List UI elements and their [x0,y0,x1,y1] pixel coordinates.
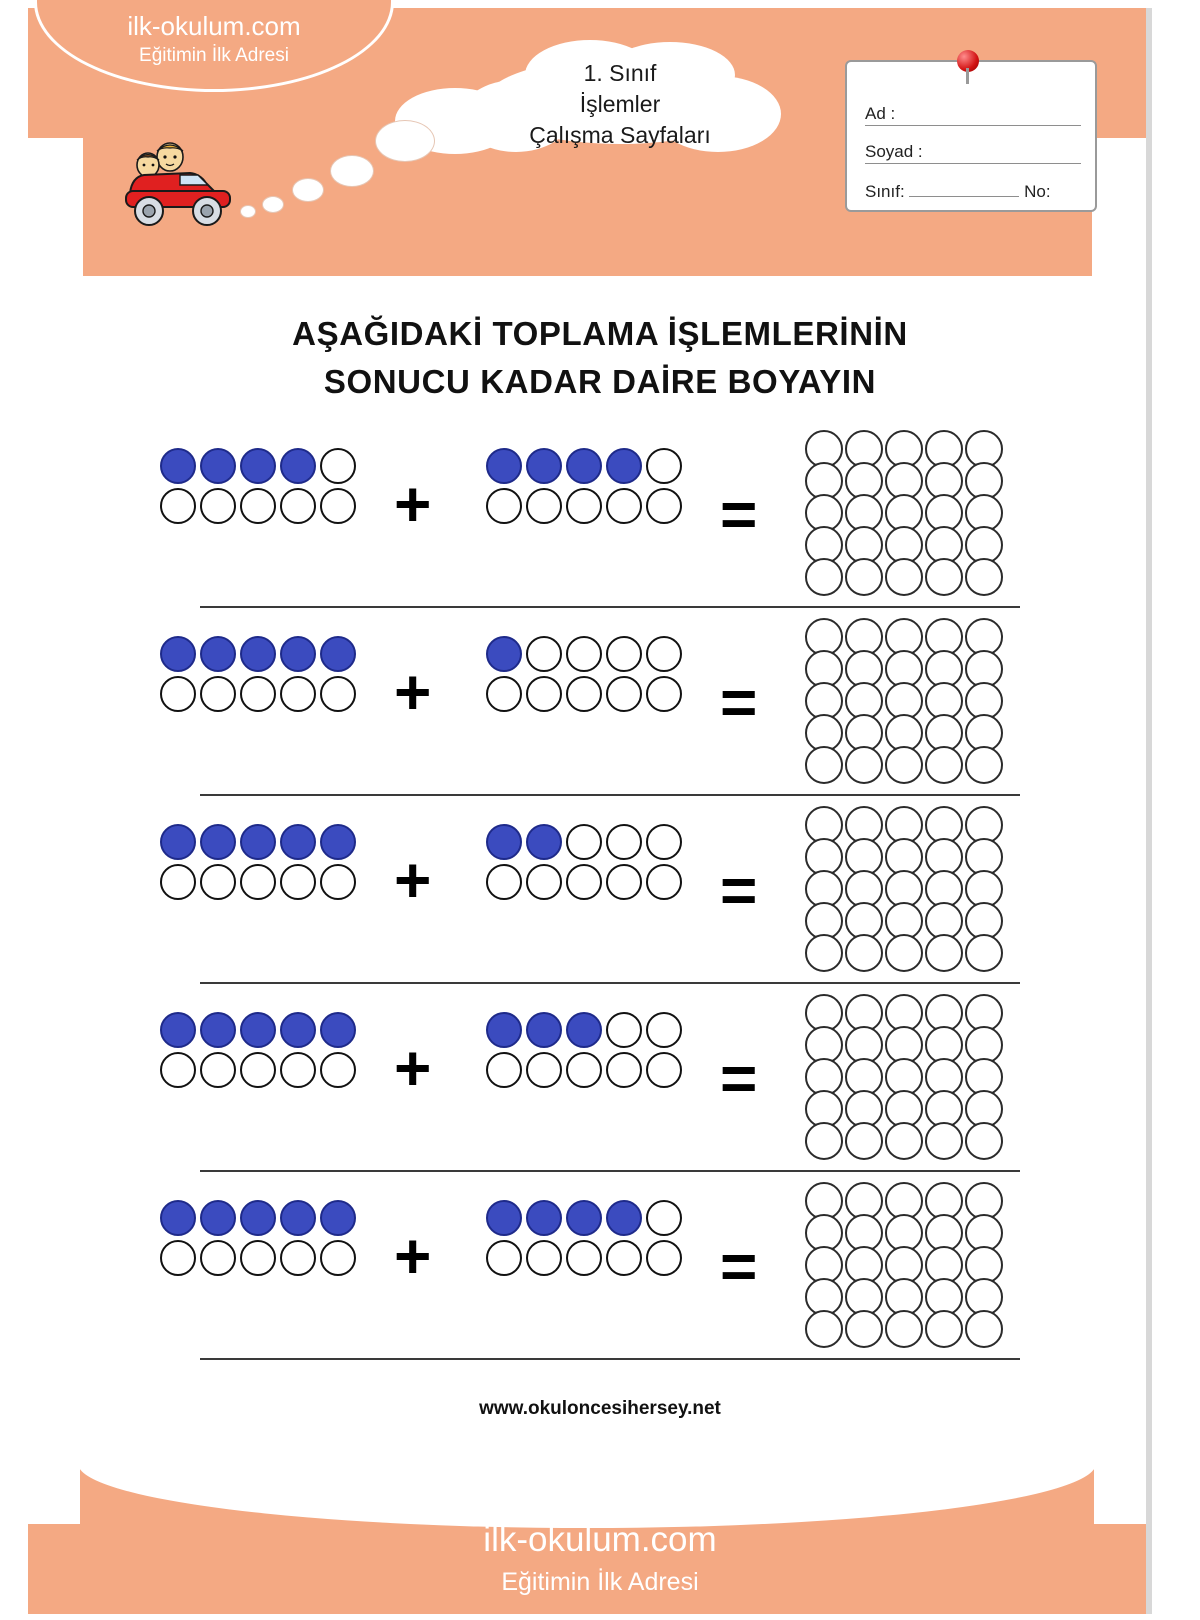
dot-empty[interactable] [486,1052,522,1088]
dot-empty[interactable] [646,864,682,900]
answer-dot-empty[interactable] [925,746,963,784]
logo-subtitle: Eğitimin İlk Adresi [139,45,289,66]
dot-empty[interactable] [320,1240,356,1276]
dot-row [160,1200,356,1236]
footer-corner-left [28,1462,80,1524]
dot-row [486,1012,682,1048]
equals-symbol: = [720,854,758,926]
field-surname[interactable] [865,134,1081,164]
dot-filled[interactable] [280,1012,316,1048]
dot-empty[interactable] [566,636,602,672]
field-name-label: Ad : [865,104,896,123]
dot-row [160,448,356,484]
cloud-line-2: İşlemler [579,91,661,118]
dot-empty[interactable] [646,448,682,484]
dot-filled[interactable] [320,1012,356,1048]
dot-row [160,1240,356,1276]
answer-dot-empty[interactable] [925,1122,963,1160]
dot-row [160,864,356,900]
footer-brand-subtitle: Eğitimin İlk Adresi [501,1568,699,1596]
field-number-label: No: [1024,182,1051,201]
answer-dot-empty[interactable] [885,558,923,596]
dot-empty[interactable] [320,488,356,524]
dot-filled[interactable] [486,636,522,672]
cloud-text [455,58,785,151]
thought-puff-tiny [262,196,284,213]
page-edge-shadow [1146,8,1152,1614]
dot-empty[interactable] [200,1240,236,1276]
dot-filled[interactable] [240,824,276,860]
row-divider [200,1358,1020,1360]
dot-row [160,676,356,712]
dot-empty[interactable] [240,1052,276,1088]
dot-empty[interactable] [240,676,276,712]
answer-dot-empty[interactable] [885,934,923,972]
dot-empty[interactable] [200,676,236,712]
dot-filled[interactable] [320,824,356,860]
answer-grid [805,994,1005,1154]
addend-group-left [160,1200,356,1276]
dot-filled[interactable] [200,824,236,860]
dot-empty[interactable] [280,1052,316,1088]
dot-row [160,488,356,524]
dot-filled[interactable] [526,1200,562,1236]
addend-group-right [486,1012,682,1088]
dot-filled[interactable] [200,636,236,672]
dot-empty[interactable] [526,864,562,900]
dot-empty[interactable] [606,1012,642,1048]
equals-symbol: = [720,1230,758,1302]
answer-grid [805,618,1005,778]
dot-empty[interactable] [240,864,276,900]
dot-row [160,1052,356,1088]
problem-row [0,984,1200,1172]
addend-group-left [160,448,356,524]
dot-filled[interactable] [606,1200,642,1236]
dot-filled[interactable] [320,1200,356,1236]
dot-empty[interactable] [320,864,356,900]
dot-filled[interactable] [486,1200,522,1236]
problem-list [0,420,1200,1360]
problem-row [0,1172,1200,1360]
dot-empty[interactable] [280,676,316,712]
footer-corner-right [1094,1462,1146,1524]
page-title [0,310,1200,406]
dot-empty[interactable] [280,488,316,524]
field-name[interactable] [865,96,1081,126]
dot-empty[interactable] [566,864,602,900]
dot-filled[interactable] [486,824,522,860]
dot-filled[interactable] [160,824,196,860]
addend-group-right [486,824,682,900]
dot-empty[interactable] [200,488,236,524]
cloud-line-3: Çalışma Sayfaları [529,122,711,149]
thought-puff-large [375,120,435,162]
answer-dot-empty[interactable] [805,1122,843,1160]
dot-empty[interactable] [606,676,642,712]
dot-row [486,864,682,900]
dot-empty[interactable] [320,1052,356,1088]
answer-dot-empty[interactable] [845,558,883,596]
dot-empty[interactable] [526,1052,562,1088]
thought-puff-medium [330,155,374,187]
addend-group-right [486,448,682,524]
dot-filled[interactable] [280,448,316,484]
dot-empty[interactable] [606,488,642,524]
dot-filled[interactable] [320,636,356,672]
header-right-cutout [1092,138,1146,276]
dot-filled[interactable] [526,448,562,484]
page-title-line-1: AŞAĞIDAKİ TOPLAMA İŞLEMLERİNİN [292,315,908,352]
dot-row [486,488,682,524]
dot-row [160,636,356,672]
dot-filled[interactable] [526,1012,562,1048]
dot-filled[interactable] [240,636,276,672]
dot-filled[interactable] [280,824,316,860]
dot-row [486,824,682,860]
dot-empty[interactable] [486,864,522,900]
addend-group-left [160,824,356,900]
answer-dot-empty[interactable] [845,746,883,784]
answer-dot-empty[interactable] [885,746,923,784]
dot-empty[interactable] [566,488,602,524]
dot-row [486,1052,682,1088]
dot-empty[interactable] [566,1240,602,1276]
answer-grid [805,806,1005,966]
page-title-line-2: SONUCU KADAR DAİRE BOYAYIN [323,362,877,400]
answer-dot-empty[interactable] [965,558,1003,596]
pushpin-icon [955,50,981,84]
plus-symbol: + [394,844,432,916]
dot-empty[interactable] [646,636,682,672]
dot-filled[interactable] [200,1012,236,1048]
dot-empty[interactable] [646,1052,682,1088]
dot-filled[interactable] [566,448,602,484]
cloud-line-1: 1. Sınıf [583,60,657,86]
field-class-number[interactable] [865,172,1081,202]
answer-grid [805,430,1005,590]
source-url: www.okuloncesihersey.net [479,1398,721,1419]
answer-dot-empty[interactable] [965,1310,1003,1348]
dot-filled[interactable] [240,1012,276,1048]
answer-dot-empty[interactable] [965,934,1003,972]
dot-empty[interactable] [160,864,196,900]
answer-dot-empty[interactable] [845,1310,883,1348]
dot-empty[interactable] [486,488,522,524]
answer-dot-empty[interactable] [925,558,963,596]
dot-row [486,1200,682,1236]
answer-dot-empty[interactable] [805,1310,843,1348]
dot-filled[interactable] [280,636,316,672]
dot-empty[interactable] [160,488,196,524]
problem-row [0,420,1200,608]
dot-empty[interactable] [606,864,642,900]
dot-empty[interactable] [160,1240,196,1276]
dot-empty[interactable] [320,448,356,484]
plus-symbol: + [394,1220,432,1292]
dot-empty[interactable] [566,824,602,860]
dot-filled[interactable] [486,1012,522,1048]
dot-empty[interactable] [200,1052,236,1088]
dot-empty[interactable] [606,1052,642,1088]
dot-empty[interactable] [160,676,196,712]
dot-filled[interactable] [240,1200,276,1236]
dot-filled[interactable] [240,448,276,484]
answer-dot-empty[interactable] [965,1122,1003,1160]
answer-dot-empty[interactable] [805,558,843,596]
dot-empty[interactable] [646,1200,682,1236]
dot-empty[interactable] [280,1240,316,1276]
dot-row [486,1240,682,1276]
dot-row [486,636,682,672]
plus-symbol: + [394,656,432,728]
car-illustration [118,135,238,240]
thought-puff-small [292,178,324,202]
dot-row [486,448,682,484]
dot-filled[interactable] [160,1012,196,1048]
plus-symbol: + [394,1032,432,1104]
dot-empty[interactable] [486,1240,522,1276]
answer-dot-empty[interactable] [845,934,883,972]
dot-filled[interactable] [200,448,236,484]
dot-empty[interactable] [606,824,642,860]
answer-dot-empty[interactable] [965,746,1003,784]
thought-puff-micro [240,205,256,218]
dot-filled[interactable] [160,1200,196,1236]
dot-empty[interactable] [646,488,682,524]
dot-empty[interactable] [320,676,356,712]
dot-filled[interactable] [160,636,196,672]
answer-dot-empty[interactable] [885,1122,923,1160]
dot-filled[interactable] [200,1200,236,1236]
dot-row [486,676,682,712]
problem-row [0,608,1200,796]
dot-filled[interactable] [160,448,196,484]
dot-empty[interactable] [646,676,682,712]
answer-dot-empty[interactable] [925,934,963,972]
dot-empty[interactable] [200,864,236,900]
addend-group-right [486,636,682,712]
plus-symbol: + [394,468,432,540]
addend-group-left [160,1012,356,1088]
field-class-label: Sınıf: [865,182,905,201]
equals-symbol: = [720,1042,758,1114]
dot-filled[interactable] [606,448,642,484]
field-surname-label: Soyad : [865,142,923,161]
problem-row [0,796,1200,984]
equals-symbol: = [720,478,758,550]
dot-empty[interactable] [566,1052,602,1088]
dot-empty[interactable] [486,676,522,712]
dot-empty[interactable] [240,488,276,524]
dot-empty[interactable] [160,1052,196,1088]
answer-grid [805,1182,1005,1342]
dot-row [160,1012,356,1048]
addend-group-right [486,1200,682,1276]
dot-filled[interactable] [280,1200,316,1236]
footer-brand-title: ilk-okulum.com [483,1520,717,1559]
answer-dot-empty[interactable] [885,1310,923,1348]
dot-filled[interactable] [566,1200,602,1236]
logo-title: ilk-okulum.com [127,11,301,41]
dot-empty[interactable] [526,676,562,712]
answer-dot-empty[interactable] [845,1122,883,1160]
dot-empty[interactable] [606,636,642,672]
dot-empty[interactable] [280,864,316,900]
dot-empty[interactable] [566,676,602,712]
dot-filled[interactable] [526,824,562,860]
dot-empty[interactable] [526,1240,562,1276]
dot-empty[interactable] [646,824,682,860]
dot-filled[interactable] [486,448,522,484]
dot-empty[interactable] [526,488,562,524]
dot-empty[interactable] [240,1240,276,1276]
dot-empty[interactable] [646,1240,682,1276]
equals-symbol: = [720,666,758,738]
student-info-card [845,60,1097,212]
answer-dot-empty[interactable] [925,1310,963,1348]
dot-empty[interactable] [646,1012,682,1048]
dot-row [160,824,356,860]
answer-dot-empty[interactable] [805,934,843,972]
dot-filled[interactable] [566,1012,602,1048]
addend-group-left [160,636,356,712]
dot-empty[interactable] [526,636,562,672]
answer-dot-empty[interactable] [805,746,843,784]
dot-empty[interactable] [606,1240,642,1276]
header-left-cutout [28,138,83,276]
